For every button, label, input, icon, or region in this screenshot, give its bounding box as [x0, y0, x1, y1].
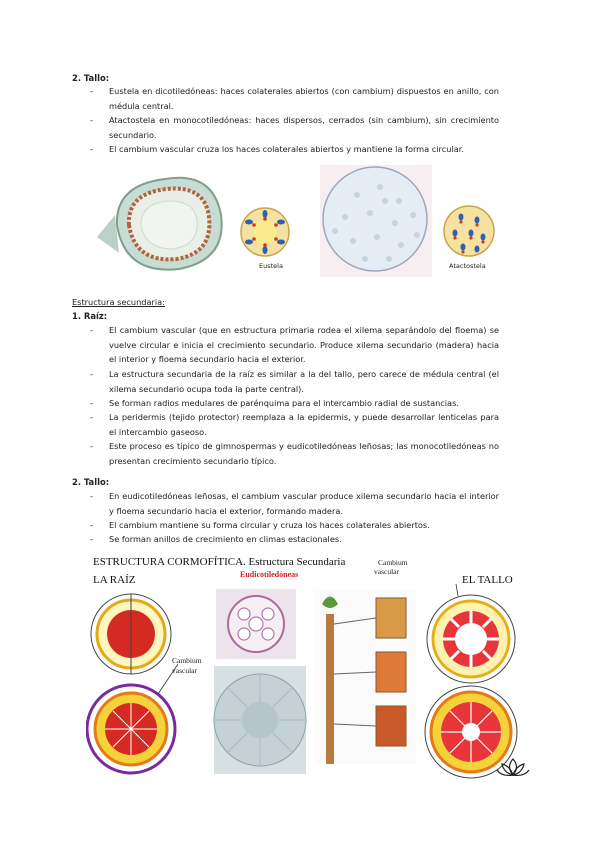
stem-comparison-figure — [95, 165, 495, 277]
section2-heading: 1. Raíz: — [72, 311, 108, 321]
section3-bullet-2: El cambium mantiene su forma circular y cruza los haces colaterales abiertos. — [109, 520, 430, 530]
eustela-diagram — [241, 208, 289, 256]
section3-bullet-1: En eudicotiledóneas leñosas, el cambium vascular produce xilema secundario hacia el interior y floema secundario hacia el exterior, formando madera. — [109, 491, 499, 516]
cambium-label-mid-line1: Cambium — [172, 656, 202, 665]
bullet-marker: - — [90, 398, 93, 408]
bullet-marker: - — [90, 412, 93, 422]
bullet-marker: - — [90, 115, 93, 125]
section1-bullet-3: El cambium vascular cruza los haces colaterales abiertos y mantiene la forma circular. — [109, 144, 464, 154]
lotus-logo-icon — [496, 757, 530, 779]
bullet-marker: - — [90, 520, 93, 530]
cambium-label-mid-line2: vascular — [172, 666, 197, 675]
section2-bullet-4: La peridermis (tejido protector) reemplaza a la epidermis, y puede desarrollar lenticelas para el intercambio gaseoso. — [109, 412, 499, 437]
bullet-marker: - — [90, 86, 93, 96]
section2-bullet-2: La estructura secundaria de la raíz es similar a la del tallo, pero carece de médula central (el xilema secundario ocupa toda la parte central). — [109, 369, 499, 394]
section2-bullet-3: Se forman radios medulares de parénquima para el intercambio radial de sustancias. — [109, 398, 459, 408]
cambium-label-top-line2: vascular — [374, 567, 399, 576]
bullet-marker: - — [90, 144, 93, 154]
section1-bullet-1: Eustela en dicotiledóneas: haces colaterales abiertos (con cambium) dispuestos en anillo, con médula central. — [109, 86, 499, 111]
bullet-marker: - — [90, 369, 93, 379]
stem-wood-micrograph-image — [214, 666, 306, 774]
stem-label: EL TALLO — [462, 574, 513, 586]
atactostela-micrograph-image — [320, 165, 432, 277]
eustela-micrograph-image — [97, 178, 222, 270]
stem-primary-diagram — [427, 595, 515, 683]
secondary-structure-figure — [86, 584, 536, 784]
section1-bullet-2: Atactostela en monocotiledóneas: haces dispersos, cerrados (sin cambium), sin crecimiento secundario. — [109, 115, 499, 140]
root-micrograph-image — [216, 589, 296, 659]
atactostela-caption: Atactostela — [449, 262, 486, 270]
stem-development-illustration — [314, 589, 416, 764]
root-secondary-diagram — [87, 664, 178, 773]
figure2-title: ESTRUCTURA CORMOFÍTICA. Estructura Secundaria — [93, 556, 346, 568]
section3-heading: 2. Tallo: — [72, 477, 110, 487]
root-label: LA RAÍZ — [93, 574, 136, 586]
section1-heading: 2. Tallo: — [72, 73, 110, 83]
cambium-label-top-line1: Cambium — [378, 558, 408, 567]
bullet-marker: - — [90, 534, 93, 544]
root-primary-diagram — [91, 594, 171, 674]
bullet-marker: - — [90, 325, 93, 335]
section2-title: Estructura secundaria: — [72, 297, 165, 307]
section3-bullet-3: Se forman anillos de crecimiento en climas estacionales. — [109, 534, 342, 544]
bullet-marker: - — [90, 441, 93, 451]
atactostela-diagram — [444, 206, 494, 256]
section2-bullet-5: Este proceso es típico de gimnospermas y eudicotiledóneas leñosas; las monocotiledóneas no presentan crecimiento secundario típico. — [109, 441, 499, 466]
section2-bullet-1: El cambium vascular (que en estructura primaria rodea el xilema separándolo del floema) se vuelve circular e inicia el crecimiento secundario. Produce xilema secundario (madera) hacia el interior y floema secundario hacia el exterior. — [109, 325, 499, 365]
eustela-caption: Eustela — [259, 262, 283, 270]
bullet-marker: - — [90, 491, 93, 501]
figure2-subtitle: Eudicotiledóneas — [240, 570, 299, 579]
